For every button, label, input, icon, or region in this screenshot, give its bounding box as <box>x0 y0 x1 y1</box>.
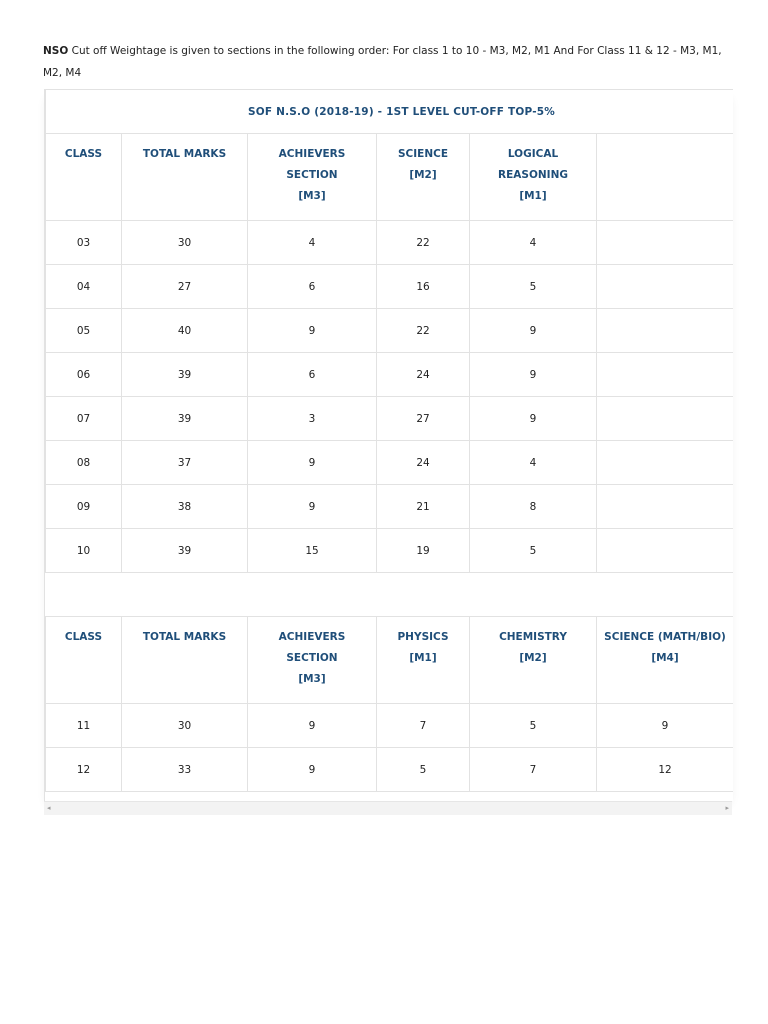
table-cell <box>597 441 734 485</box>
column-header-line: [M3] <box>298 673 326 685</box>
table-cell: 27 <box>377 397 470 441</box>
table-cell: 3 <box>248 397 377 441</box>
table-row <box>46 441 734 485</box>
table-cell: 22 <box>377 309 470 353</box>
cutoff-table-container[interactable] <box>44 89 733 801</box>
table-cell <box>597 485 734 529</box>
table-cell: 37 <box>122 441 248 485</box>
table-cell: 5 <box>470 265 597 309</box>
column-header-line: ACHIEVERS <box>278 148 346 160</box>
table-spacer-cell <box>46 573 734 617</box>
table-cell: 9 <box>470 397 597 441</box>
table-cell: 16 <box>377 265 470 309</box>
column-header <box>470 134 597 221</box>
column-header <box>377 134 470 221</box>
cutoff-table <box>45 89 733 792</box>
table-row <box>46 485 734 529</box>
table-cell: 03 <box>46 221 122 265</box>
table-row <box>46 309 734 353</box>
table-row <box>46 529 734 573</box>
table-row <box>46 748 734 792</box>
table-cell: 04 <box>46 265 122 309</box>
column-header <box>122 134 248 221</box>
table-cell: 22 <box>377 221 470 265</box>
table-row <box>46 397 734 441</box>
scroll-right-arrow-icon[interactable]: ▸ <box>725 804 729 812</box>
table-cell: 9 <box>597 704 734 748</box>
column-header-line: [M3] <box>298 190 326 202</box>
table-cell: 39 <box>122 529 248 573</box>
column-header-line: CLASS <box>64 631 103 643</box>
column-header-line: SCIENCE <box>397 148 448 160</box>
column-header-line: TOTAL MARKS <box>142 631 227 643</box>
column-header <box>597 134 734 221</box>
table-title-row <box>46 90 734 134</box>
table-spacer-row <box>46 573 734 617</box>
column-header-line: [M4] <box>651 652 679 664</box>
table-cell: 24 <box>377 441 470 485</box>
intro-text: Cut off Weightage is given to sections in the following order: For class 1 to 10 - M3, M2, M1 And For Class 11 & 12 - M3, M1, M2, M4 <box>43 45 722 79</box>
column-header <box>46 134 122 221</box>
table-cell: 07 <box>46 397 122 441</box>
column-header-line: SCIENCE (MATH/BIO) <box>604 631 726 643</box>
table-cell: 6 <box>248 353 377 397</box>
column-header <box>122 617 248 704</box>
column-header <box>248 617 377 704</box>
table-cell: 05 <box>46 309 122 353</box>
table-cell <box>597 397 734 441</box>
table-cell: 15 <box>248 529 377 573</box>
table-row <box>46 265 734 309</box>
table-cell: 9 <box>248 485 377 529</box>
column-header-line: TOTAL MARKS <box>142 148 227 160</box>
column-header-line: [M2] <box>519 652 547 664</box>
intro-paragraph <box>43 40 733 84</box>
table-cell <box>597 265 734 309</box>
column-header <box>248 134 377 221</box>
table-cell <box>597 309 734 353</box>
column-header-line: SECTION <box>286 652 338 664</box>
scroll-left-arrow-icon[interactable]: ◂ <box>47 804 51 812</box>
table-cell: 12 <box>46 748 122 792</box>
column-header <box>470 617 597 704</box>
table-cell: 5 <box>470 529 597 573</box>
table-cell: 24 <box>377 353 470 397</box>
column-header-line: [M1] <box>519 190 547 202</box>
column-header <box>46 617 122 704</box>
column-header-line: [M2] <box>409 169 437 181</box>
table-cell: 9 <box>248 441 377 485</box>
column-header-line: PHYSICS <box>397 631 449 643</box>
column-header <box>377 617 470 704</box>
table1-header-row <box>46 134 734 221</box>
column-header-line: SECTION <box>286 169 338 181</box>
table-row <box>46 221 734 265</box>
table-row <box>46 704 734 748</box>
table-cell: 9 <box>248 748 377 792</box>
column-header-line: [M1] <box>409 652 437 664</box>
table-cell: 9 <box>470 353 597 397</box>
table-cell: 12 <box>597 748 734 792</box>
table-cell: 39 <box>122 353 248 397</box>
table-cell: 7 <box>470 748 597 792</box>
table-cell: 27 <box>122 265 248 309</box>
table-cell: 39 <box>122 397 248 441</box>
column-header-line: CHEMISTRY <box>499 631 567 643</box>
table-cell: 38 <box>122 485 248 529</box>
table-cell: 30 <box>122 221 248 265</box>
table-cell: 5 <box>377 748 470 792</box>
table-cell: 9 <box>248 309 377 353</box>
table-cell: 21 <box>377 485 470 529</box>
table-cell: 19 <box>377 529 470 573</box>
table-cell: 9 <box>470 309 597 353</box>
table-cell: 4 <box>470 441 597 485</box>
column-header-line: REASONING <box>498 169 568 181</box>
table-cell: 11 <box>46 704 122 748</box>
table-cell: 7 <box>377 704 470 748</box>
table-cell <box>597 353 734 397</box>
table-cell: 8 <box>470 485 597 529</box>
table-cell: 06 <box>46 353 122 397</box>
table-cell: 08 <box>46 441 122 485</box>
column-header-line: LOGICAL <box>507 148 559 160</box>
table-cell: 33 <box>122 748 248 792</box>
table-cell <box>597 221 734 265</box>
table-cell: 4 <box>470 221 597 265</box>
table-cell: 10 <box>46 529 122 573</box>
horizontal-scrollbar[interactable] <box>44 801 732 815</box>
table-cell: 9 <box>248 704 377 748</box>
table2-header-row <box>46 617 734 704</box>
table-cell: 09 <box>46 485 122 529</box>
table-cell: 4 <box>248 221 377 265</box>
table-cell: 5 <box>470 704 597 748</box>
table-title: SOF N.S.O (2018-19) - 1ST LEVEL CUT-OFF TOP-5% <box>46 90 734 134</box>
column-header-line: ACHIEVERS <box>278 631 346 643</box>
column-header-line: CLASS <box>64 148 103 160</box>
table-cell: 30 <box>122 704 248 748</box>
table-cell <box>597 529 734 573</box>
intro-bold-label: NSO <box>43 45 69 57</box>
table-cell: 6 <box>248 265 377 309</box>
table-cell: 40 <box>122 309 248 353</box>
table-row <box>46 353 734 397</box>
column-header <box>597 617 734 704</box>
